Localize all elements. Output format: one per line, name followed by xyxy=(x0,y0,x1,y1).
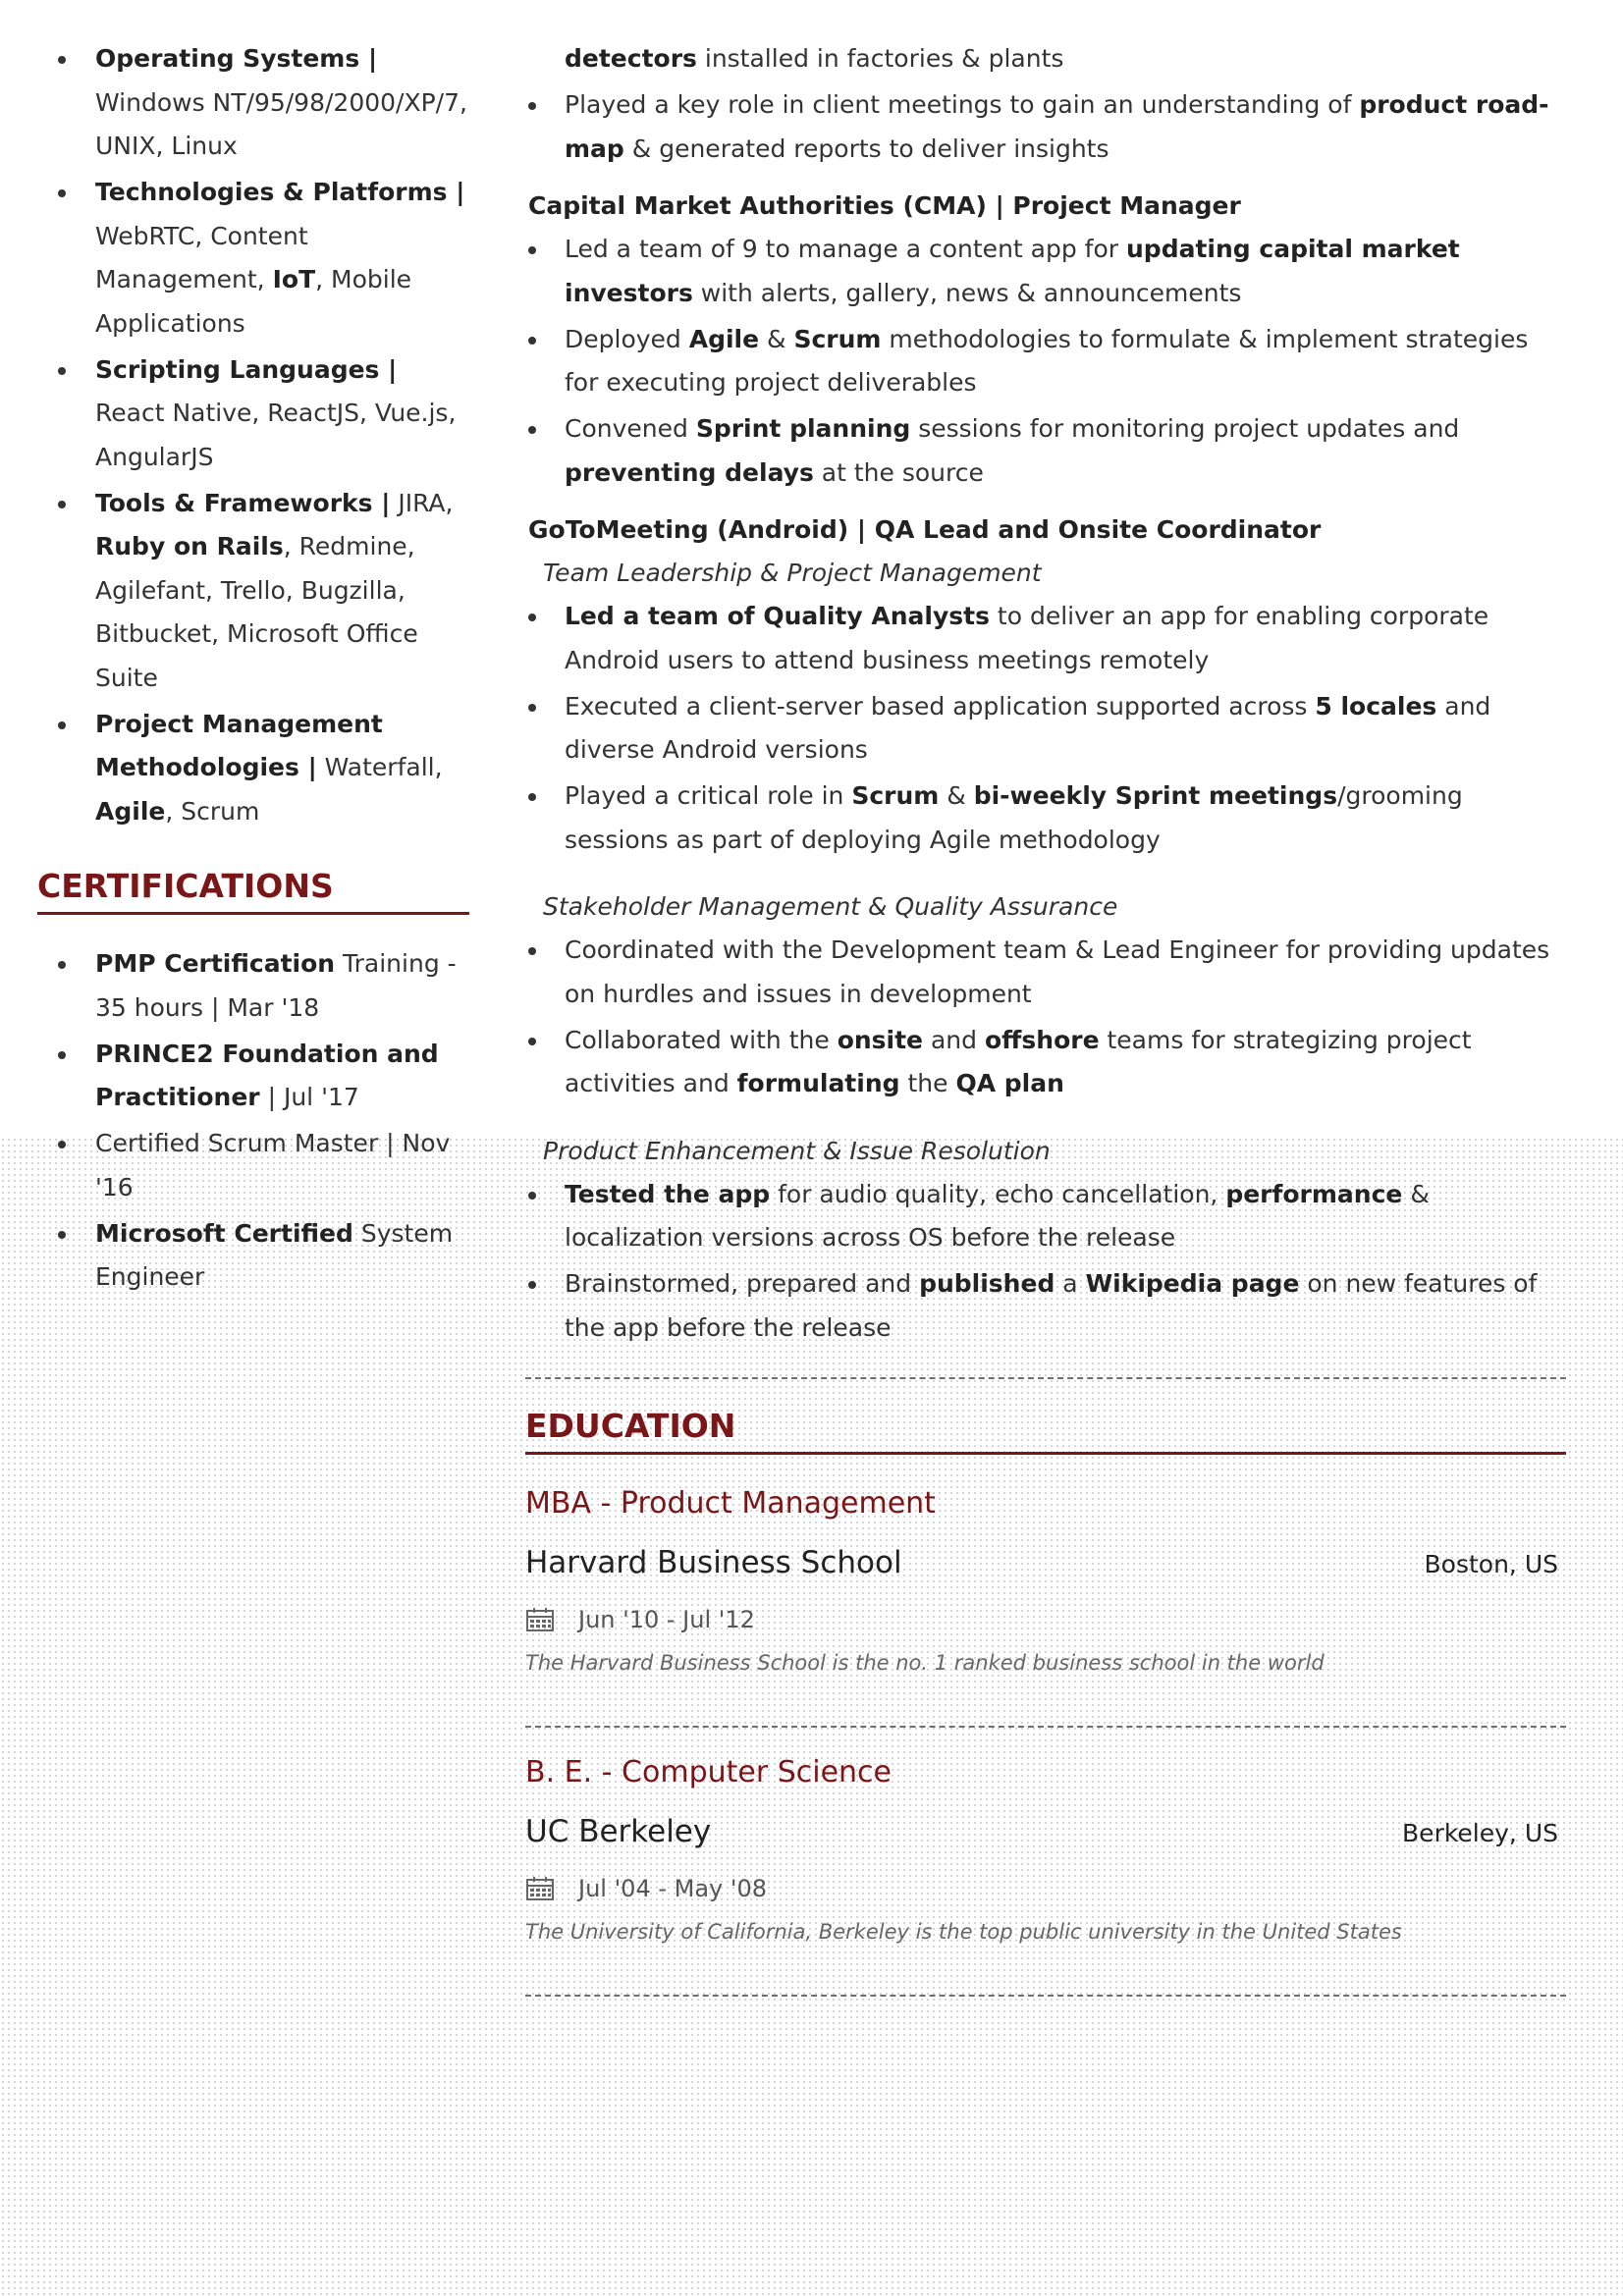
school-name: Harvard Business School xyxy=(525,1545,902,1580)
text-run: & generated reports to deliver insights xyxy=(623,133,1109,163)
bold-text: Scripting Languages | xyxy=(95,354,398,384)
right-column xyxy=(525,37,1566,1997)
subcategory-stakeholder: Stakeholder Management & Quality Assurance xyxy=(543,892,1118,921)
bold-text: Agile xyxy=(688,324,760,353)
text-run: | Jul '17 xyxy=(259,1083,359,1111)
text-run: a xyxy=(1055,1269,1086,1298)
bold-text: Scrum xyxy=(793,324,882,353)
bold-text: formulating xyxy=(736,1069,900,1097)
degree-title: MBA - Product Management xyxy=(525,1486,936,1521)
text-run: Led a team of 9 to manage a content app for xyxy=(565,235,1126,263)
text-run: JIRA, xyxy=(390,488,454,517)
text-run: /grooming sessions as part of deploying Agile methodology xyxy=(565,781,1463,854)
education-entry xyxy=(525,1484,1566,1681)
text-run: the xyxy=(899,1069,956,1097)
text-run: at the source xyxy=(813,457,984,487)
text-run: Convened xyxy=(565,414,696,443)
experience-bullet xyxy=(525,228,1566,315)
text-run: Deployed xyxy=(565,324,689,353)
bold-text: onsite xyxy=(837,1025,924,1054)
bold-text: Microsoft Certified xyxy=(95,1218,353,1248)
bold-text: Project Management Methodologies | xyxy=(95,709,383,781)
bold-text: Tested the app xyxy=(565,1179,771,1208)
text-run: System Engineer xyxy=(95,1218,454,1291)
bold-text: Tools & Frameworks | xyxy=(95,488,391,517)
left-column xyxy=(37,37,469,1302)
certification-item xyxy=(37,1122,469,1209)
bold-text: bi-weekly Sprint meetings xyxy=(973,781,1338,810)
job-title-cma: Capital Market Authorities (CMA) | Project Manager xyxy=(528,191,1241,220)
text-run: for audio quality, echo cancellation, xyxy=(770,1179,1226,1208)
text-run: Certified Scrum Master | Nov '16 xyxy=(95,1129,451,1201)
date-range xyxy=(525,1600,1566,1639)
education-entry xyxy=(525,1753,1566,1949)
experience-bullet xyxy=(525,595,1566,682)
text-run: methodologies to formulate & implement strategies for executing project deliverables xyxy=(565,324,1529,397)
degree-title: B. E. - Computer Science xyxy=(525,1755,893,1789)
certification-item xyxy=(37,1212,469,1300)
text-run: to deliver an app for enabling corporate Android users to attend business meetings remotely xyxy=(565,602,1489,674)
school-row xyxy=(525,1810,1566,1853)
calendar-icon xyxy=(525,1607,555,1632)
gtm-bullets-2 xyxy=(525,929,1566,1106)
text-run: WebRTC, Content Management, xyxy=(95,221,308,294)
text-run: & localization versions across OS before the release xyxy=(565,1179,1430,1252)
text-run: Collaborated with the xyxy=(565,1025,838,1054)
text-run: Waterfall, xyxy=(316,753,443,781)
bold-text: IoT xyxy=(272,265,316,294)
section-divider xyxy=(525,1995,1566,1997)
bold-text: Ruby on Rails xyxy=(95,532,284,561)
bold-text: Sprint planning xyxy=(695,414,911,443)
text-run: Played a critical role in xyxy=(565,781,852,810)
bold-text: performance xyxy=(1225,1179,1403,1208)
text-run: teams for strategizing project activities and xyxy=(565,1025,1472,1097)
skills-list xyxy=(37,37,469,833)
text-run: & xyxy=(759,324,794,353)
skill-item xyxy=(37,703,469,834)
bold-text: published xyxy=(919,1269,1055,1298)
date-text: Jun '10 - Jul '12 xyxy=(578,1606,755,1633)
bold-text: offshore xyxy=(984,1025,1100,1054)
text-run: React Native, ReactJS, Vue.js, AngularJS xyxy=(95,399,457,471)
text-run: sessions for monitoring project updates and xyxy=(910,414,1460,443)
text-run: installed in factories & plants xyxy=(696,44,1064,73)
text-run: Played a key role in client meetings to gain an understanding of xyxy=(565,90,1360,119)
text-run: Brainstormed, prepared and xyxy=(565,1269,920,1298)
bold-text: detectors xyxy=(565,44,697,73)
skill-item xyxy=(37,348,469,480)
school-row xyxy=(525,1541,1566,1584)
bold-text: Operating Systems | xyxy=(95,44,378,73)
certifications-list xyxy=(37,942,469,1300)
bold-text: preventing delays xyxy=(565,457,814,487)
school-location: Berkeley, US xyxy=(1402,1819,1558,1847)
bold-text: Scrum xyxy=(851,781,940,810)
bold-text: QA plan xyxy=(955,1069,1064,1097)
gtm-bullets-3 xyxy=(525,1173,1566,1351)
bold-text: product road-map xyxy=(565,90,1549,163)
text-run: on new features of the app before the release xyxy=(565,1269,1538,1342)
job-title-gotomeeting: GoToMeeting (Android) | QA Lead and Onsite Coordinator xyxy=(528,515,1322,544)
section-divider xyxy=(525,1377,1566,1379)
text-run: Executed a client-server based application supported across xyxy=(565,691,1316,721)
subcategory-product: Product Enhancement & Issue Resolution xyxy=(543,1136,1051,1165)
bold-text: Led a team of Quality Analysts xyxy=(565,602,990,630)
experience-bullet xyxy=(525,1173,1566,1260)
experience-bullet xyxy=(525,83,1566,171)
text-run: Training - 35 hours | Mar '18 xyxy=(95,949,457,1022)
certification-item xyxy=(37,1033,469,1120)
bold-text: PRINCE2 Foundation and Practitioner xyxy=(95,1039,439,1111)
experience-bullet xyxy=(525,1019,1566,1106)
carryover-list xyxy=(525,83,1566,171)
date-text: Jul '04 - May '08 xyxy=(578,1875,768,1902)
bold-text: Agile xyxy=(95,796,166,826)
text-run: Windows NT/95/98/2000/XP/7, UNIX, Linux xyxy=(95,87,467,160)
gtm-bullets-1 xyxy=(525,595,1566,862)
education-section xyxy=(525,1407,1566,1997)
experience-bullet xyxy=(525,774,1566,862)
cma-bullets xyxy=(525,228,1566,495)
certifications-heading: CERTIFICATIONS xyxy=(37,867,469,915)
text-run: with alerts, gallery, news & announcements xyxy=(692,278,1242,307)
bold-text: PMP Certification xyxy=(95,949,336,978)
education-heading: EDUCATION xyxy=(525,1407,1566,1455)
skill-item xyxy=(37,171,469,346)
section-divider xyxy=(525,1726,1566,1728)
subcategory-leadership: Team Leadership & Project Management xyxy=(543,559,1042,587)
date-range xyxy=(525,1869,1566,1908)
text-run: , Redmine, Agilefant, Trello, Bugzilla, Bitbucket, Microsoft Office Suite xyxy=(95,532,418,692)
bold-text: updating capital market investors xyxy=(565,235,1460,307)
education-description: The University of California, Berkeley is the top public university in the United States xyxy=(525,1920,1402,1944)
text-run: Coordinated with the Development team & Lead Engineer for providing updates on hurdles and issues in development xyxy=(565,935,1550,1008)
bold-text: Technologies & Platforms | xyxy=(95,178,465,206)
experience-bullet xyxy=(525,929,1566,1016)
certification-item xyxy=(37,942,469,1030)
experience-bullet xyxy=(525,1262,1566,1350)
skill-item xyxy=(37,482,469,701)
calendar-icon xyxy=(525,1876,555,1901)
bold-text: 5 locales xyxy=(1315,691,1437,721)
education-description: The Harvard Business School is the no. 1 ranked business school in the world xyxy=(525,1651,1325,1675)
bold-text: Wikipedia page xyxy=(1085,1269,1300,1298)
experience-bullet xyxy=(525,407,1566,495)
school-location: Boston, US xyxy=(1424,1550,1558,1578)
carryover-line xyxy=(525,37,1566,81)
text-run: , Scrum xyxy=(165,796,260,826)
text-run: , Mobile Applications xyxy=(95,265,412,338)
text-run: and xyxy=(923,1025,985,1054)
experience-bullet xyxy=(525,318,1566,405)
school-name: UC Berkeley xyxy=(525,1814,712,1849)
experience-section xyxy=(525,37,1566,1350)
experience-bullet xyxy=(525,685,1566,773)
text-run: & xyxy=(939,781,974,810)
skill-item xyxy=(37,37,469,169)
text-run: and diverse Android versions xyxy=(565,691,1491,764)
